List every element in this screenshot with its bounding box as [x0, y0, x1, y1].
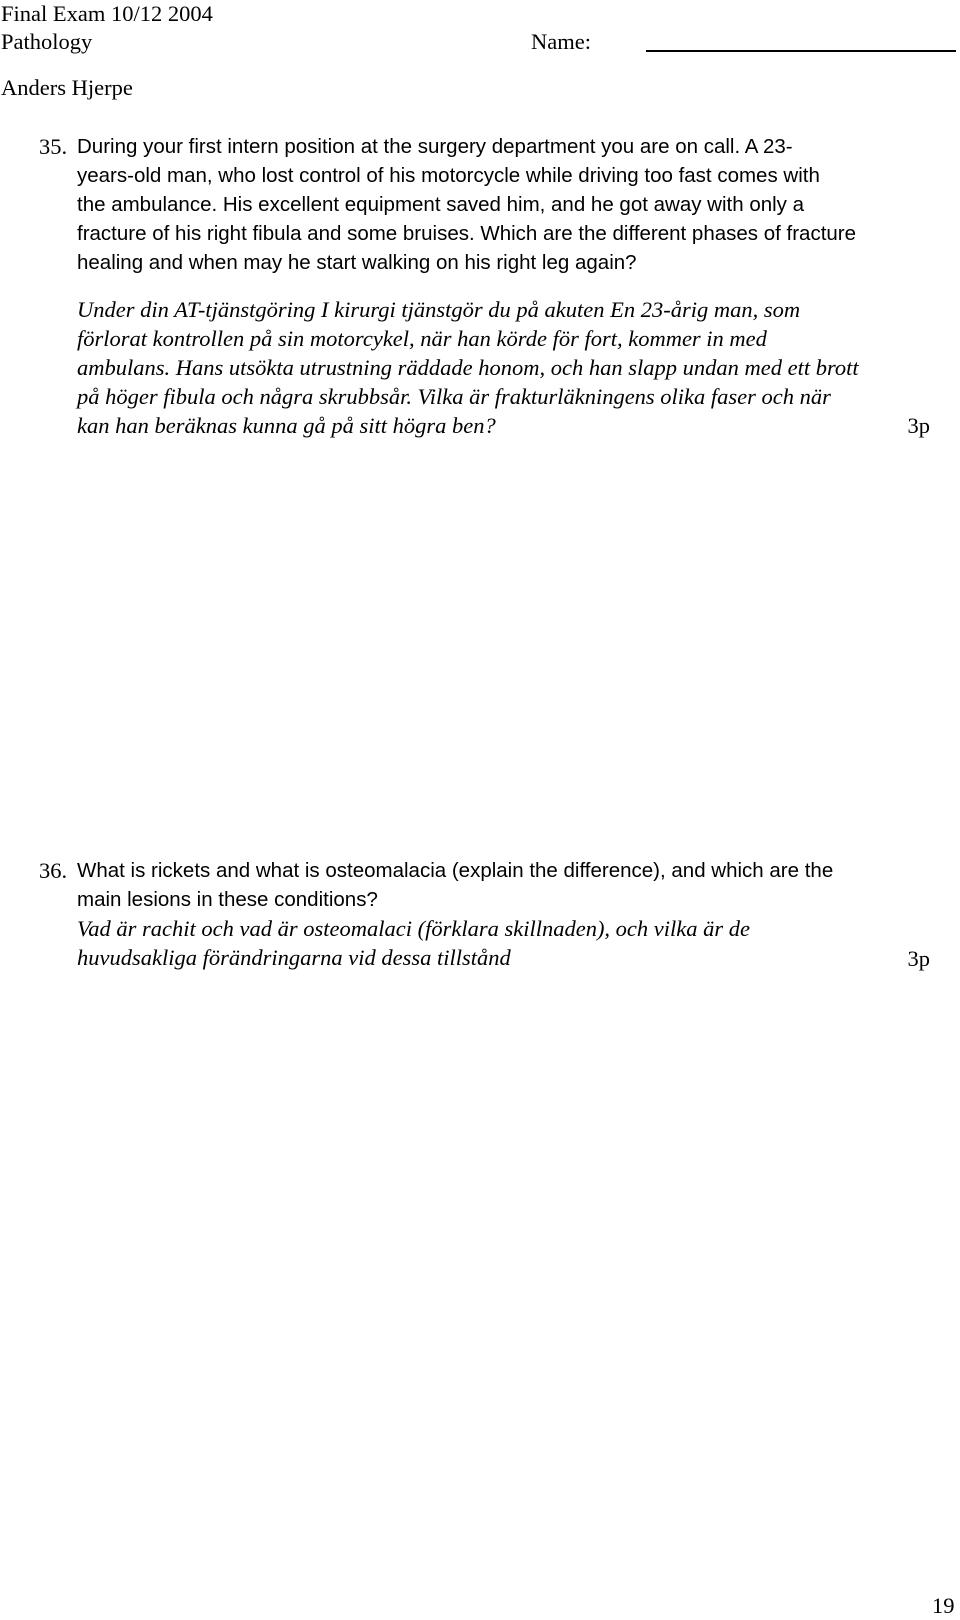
question-points: 3p — [907, 946, 930, 971]
question-text-swedish — [77, 914, 956, 972]
text-line: the ambulance. His excellent equipment saved him, and he got away with only a — [77, 193, 805, 216]
exam-author: Anders Hjerpe — [1, 75, 133, 100]
question-number: 36. — [39, 858, 68, 883]
text-line: på höger fibula och några skrubbsår. Vilka är frakturläkningens olika faser och när — [77, 384, 831, 409]
text-line: years-old man, who lost control of his motorcycle while driving too fast comes with — [77, 164, 820, 187]
question-text-english — [77, 132, 956, 277]
exam-subject: Pathology — [1, 29, 93, 54]
text-line: fracture of his right fibula and some bruises. Which are the different phases of fracture — [77, 222, 857, 245]
question-points: 3p — [907, 413, 930, 438]
exam-title: Final Exam 10/12 2004 — [1, 1, 213, 26]
text-line: healing and when may he start walking on his right leg again? — [77, 251, 637, 274]
text-line: ambulans. Hans utsökta utrustning räddade honom, och han slapp undan med ett brott — [77, 355, 859, 380]
text-line: kan han beräknas kunna gå på sitt högra ben? — [77, 413, 496, 438]
page-number: 19 — [932, 1593, 955, 1618]
name-field[interactable] — [646, 50, 956, 52]
text-line: Vad är rachit och vad är osteomalaci (förklara skillnaden), och vilka är de — [77, 916, 751, 941]
name-label: Name: — [531, 29, 591, 54]
question-text-swedish — [77, 295, 956, 440]
text-line: huvudsakliga förändringarna vid dessa tillstånd — [77, 945, 511, 970]
text-line: main lesions in these conditions? — [77, 888, 378, 911]
text-line: Under din AT-tjänstgöring I kirurgi tjänstgör du på akuten En 23-årig man, som — [77, 297, 801, 322]
question-36 — [39, 856, 956, 972]
text-line: förlorat kontrollen på sin motorcykel, när han körde för fort, kommer in med — [77, 326, 767, 351]
question-35 — [39, 132, 956, 440]
question-text-english — [77, 856, 956, 914]
text-line: What is rickets and what is osteomalacia (explain the difference), and which are the — [77, 859, 834, 882]
question-number: 35. — [39, 134, 68, 159]
text-line: During your first intern position at the surgery department you are on call. A 23- — [77, 135, 793, 158]
